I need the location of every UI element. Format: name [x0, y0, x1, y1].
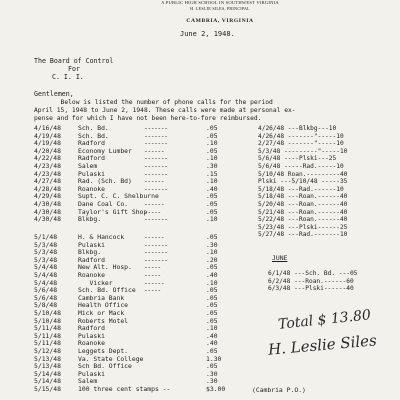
side-call-line: 5/3/48 ---------"-----10	[258, 147, 348, 155]
signature: H. Leslie Siles	[267, 331, 378, 359]
side-call-line: 5/6/48 ----Plski---25	[258, 155, 337, 163]
call-row	[34, 148, 234, 156]
call-party: Mick or Mack	[78, 308, 125, 317]
call-party: Radford	[78, 139, 105, 148]
call-date: 5/3/48	[34, 240, 58, 249]
side-call-line: 4/26/48 -------"-----10	[258, 132, 344, 140]
side-call-line: 5/10/48 Roan.---------40	[258, 170, 348, 178]
call-date: 4/29/48	[34, 192, 61, 201]
call-party: Pulaski	[78, 240, 105, 249]
call-date: 5/4/48	[34, 278, 58, 287]
call-row	[34, 140, 234, 148]
call-date: 5/15/48	[34, 384, 61, 393]
call-date: 4/16/48	[34, 124, 61, 132]
call-row	[34, 371, 234, 379]
call-date: 5/14/48	[34, 369, 61, 378]
call-amount: .05	[206, 192, 218, 201]
recipient-line-1: The Board of Control	[34, 57, 114, 65]
call-party: Roanoke	[78, 270, 105, 279]
body-line-1: Below is listed the number of phone calls for the period	[34, 99, 273, 106]
call-party: New Alt. Hosp.	[78, 263, 132, 272]
call-amount: .20	[206, 255, 218, 264]
side-call-line: 5/22/48 ---Roan.------40	[258, 216, 348, 224]
call-date: 5/13/48	[34, 354, 61, 363]
call-amount: .05	[206, 131, 218, 140]
call-amount: .40	[206, 339, 218, 348]
call-leader-dashes: -----	[144, 207, 161, 216]
call-amount: .05	[206, 207, 218, 216]
side-call-line: 5/27/48 ---Rad.-------10	[258, 231, 348, 239]
call-leader-dashes: ------	[144, 146, 165, 155]
call-date: 5/11/48	[34, 324, 61, 333]
side-call-line: 6/1/48 ---Sch. Bd. ---05	[268, 270, 358, 277]
call-row	[34, 386, 234, 394]
call-party: Blkbg.	[78, 215, 102, 224]
call-party: Radford	[78, 154, 105, 163]
call-date: 5/10/48	[34, 316, 61, 325]
call-amount: .40	[206, 331, 218, 340]
call-row	[34, 155, 234, 163]
call-party: Pulaski	[78, 369, 105, 378]
call-party: Sch. Bd.	[78, 131, 109, 140]
call-amount: .10	[206, 139, 218, 148]
call-amount: .30	[206, 377, 218, 386]
side-call-line: 5/21/48 ---Roan.------40	[258, 208, 348, 216]
call-row	[34, 193, 234, 201]
call-row	[34, 264, 234, 272]
call-leader-dashes: -------	[144, 131, 168, 140]
call-amount: 1.30	[206, 354, 222, 363]
calls-list-april	[34, 125, 234, 224]
call-party: Pulaski	[78, 169, 105, 178]
call-date: 5/11/48	[34, 331, 61, 340]
call-row	[34, 125, 234, 133]
call-row	[34, 325, 234, 333]
call-party: Pulaski	[78, 331, 105, 340]
call-amount: .10	[206, 177, 218, 186]
call-party: Cambria Bank	[78, 293, 125, 302]
call-amount: .05	[206, 124, 218, 132]
call-row	[34, 287, 234, 295]
call-amount: .05	[206, 316, 218, 325]
side-call-line: 5/18/48 ---Rad.------10	[258, 185, 344, 193]
call-amount: .30	[206, 369, 218, 378]
call-amount: .05	[206, 301, 218, 310]
call-party: Roanoke	[78, 184, 105, 193]
call-date: 5/4/48	[34, 263, 58, 272]
call-party: Economy Lumber	[78, 146, 132, 155]
call-date: 5/6/48	[34, 293, 58, 302]
call-party: Salem	[78, 377, 98, 386]
call-row	[34, 310, 234, 318]
call-date: 5/1/48	[34, 233, 58, 241]
salutation: Gentlemen,	[34, 90, 74, 98]
call-date: 4/23/48	[34, 161, 61, 170]
call-party: Blkbg.	[78, 248, 102, 257]
side-call-line: Plski ---5/10/48 -----35	[258, 178, 348, 186]
call-date: 5/3/48	[34, 255, 58, 264]
call-row	[34, 171, 234, 179]
call-party: Taylor's Gift Shop	[78, 207, 148, 216]
call-party: Dane Coal Co.	[78, 199, 129, 208]
call-leader-dashes: -------	[144, 139, 168, 148]
letterhead-city: CAMBRIA, VIRGINIA	[186, 18, 254, 24]
june-calls-list	[268, 270, 398, 293]
side-call-line: 6/2/48 ---Roan.------60	[268, 277, 354, 285]
call-leader-dashes: -------	[144, 124, 168, 132]
call-row	[34, 163, 234, 171]
call-row	[34, 340, 234, 348]
call-date: 4/23/48	[34, 169, 61, 178]
call-date: 4/22/48	[34, 154, 61, 163]
side-call-line: 5/20/48 ---Roan.------40	[258, 200, 348, 208]
call-party: Radford	[78, 324, 105, 333]
call-date: 4/19/48	[34, 139, 61, 148]
call-date: 5/3/48	[34, 248, 58, 257]
call-party: Va. State College	[78, 354, 144, 363]
call-amount: .10	[206, 324, 218, 333]
call-party: Leggets Dept.	[78, 346, 129, 355]
call-amount: .10	[206, 154, 218, 163]
call-party: Salem	[78, 161, 98, 170]
call-date: 5/11/48	[34, 339, 61, 348]
call-row	[34, 133, 234, 141]
call-amount: .10	[206, 278, 218, 287]
call-party: 100 three cent stamps --	[78, 384, 171, 393]
call-row	[34, 249, 234, 257]
call-date: 4/28/48	[34, 184, 61, 193]
call-party: Supt. C. C. Shelburne	[78, 192, 159, 201]
call-row	[34, 234, 234, 242]
call-date: 5/6/48	[34, 286, 58, 295]
call-amount: .05	[206, 286, 218, 295]
calls-list-may	[34, 234, 234, 393]
call-leader-dashes: ------	[144, 278, 165, 287]
call-date: 5/4/48	[34, 270, 58, 279]
call-row	[34, 257, 234, 265]
call-leader-dashes: -------	[144, 169, 168, 178]
extra-calls-list	[258, 125, 398, 239]
call-amount: .05	[206, 346, 218, 355]
call-amount: .15	[206, 169, 218, 178]
call-party: Roanoke	[78, 339, 105, 348]
call-party: Sch. Bd. Office	[78, 286, 136, 295]
call-date: 5/10/48	[34, 308, 61, 317]
call-row	[34, 216, 234, 224]
call-amount: .05	[206, 293, 218, 302]
call-row	[34, 178, 234, 186]
side-call-line: 4/26/48 ---Blkbg---10	[258, 125, 337, 132]
call-row	[34, 302, 234, 310]
call-date: 5/12/48	[34, 346, 61, 355]
june-heading: JUNE	[272, 254, 288, 262]
call-leader-dashes: -------	[144, 248, 168, 257]
call-row	[34, 209, 234, 217]
call-row	[34, 295, 234, 303]
call-amount: .40	[206, 184, 218, 193]
letterhead-school-line: A PUBLIC HIGH SCHOOL IN SOUTHWEST VIRGINIA	[161, 0, 279, 5]
call-row	[34, 356, 234, 364]
handwritten-total: Total $ 13.80	[277, 307, 372, 333]
call-party: Sch Bd. Office	[78, 362, 132, 371]
call-date: 4/27/48	[34, 177, 61, 186]
call-amount: .05	[206, 199, 218, 208]
call-amount: .05	[206, 362, 218, 371]
stamps-note: (Cambria P.O.)	[252, 386, 306, 394]
call-date: 5/14/48	[34, 377, 61, 386]
call-amount: .05	[206, 308, 218, 317]
side-call-line: 5/23/48 ---Plski------25	[258, 223, 348, 231]
call-leader-dashes: ------	[144, 233, 165, 241]
call-party: H. & Hancock	[78, 233, 125, 241]
call-amount: .10	[206, 215, 218, 224]
letterhead-principal-line: H. LESLIE SILES, PRINCIPAL	[190, 6, 250, 11]
call-date: 4/30/48	[34, 215, 61, 224]
call-row	[34, 363, 234, 371]
call-date: 4/19/48	[34, 131, 61, 140]
call-amount: .05	[206, 263, 218, 272]
call-row	[34, 272, 234, 280]
call-party: Sch. Bd.	[78, 124, 109, 132]
call-leader-dashes: -----	[144, 270, 161, 279]
call-row	[34, 318, 234, 326]
call-party: Radford	[78, 255, 105, 264]
call-leader-dashes: -----	[144, 286, 161, 295]
call-leader-dashes: -------	[144, 154, 168, 163]
call-party: Vicker	[78, 278, 113, 287]
call-leader-dashes: -------	[144, 161, 168, 170]
call-leader-dashes: -------	[144, 240, 168, 249]
call-amount: .05	[206, 146, 218, 155]
call-date: 4/20/48	[34, 146, 61, 155]
recipient-line-3: C. I. I.	[52, 73, 84, 81]
letter-date: June 2, 1948.	[180, 30, 235, 38]
call-amount: .40	[206, 270, 218, 279]
call-amount: .30	[206, 240, 218, 249]
call-party: Roberts Motel	[78, 316, 129, 325]
call-row	[34, 333, 234, 341]
call-amount: .10	[206, 248, 218, 257]
recipient-line-2: For	[68, 65, 80, 73]
side-call-line: 5/18/48 ---Roan.------40	[258, 193, 348, 201]
side-call-line: 5/6/48 -----Rad.-----10	[258, 162, 344, 170]
side-call-line: 2/27/48 -------"-----10	[258, 140, 344, 148]
call-amount: $3.00	[206, 384, 226, 393]
call-leader-dashes: -------	[144, 255, 168, 264]
body-line-3: pense and for which I have not been here-to-fore reimbursed.	[34, 115, 262, 122]
body-line-2: April 15, 1948 to June 2, 1948. These calls were made at personal ex-	[34, 107, 296, 114]
call-leader-dashes: -----	[144, 263, 161, 272]
call-leader-dashes: ------	[144, 199, 165, 208]
call-leader-dashes: -------	[144, 215, 168, 224]
call-date: 5/8/48	[34, 301, 58, 310]
call-date: 4/30/48	[34, 207, 61, 216]
call-date: 4/30/48	[34, 199, 61, 208]
call-row	[34, 242, 234, 250]
side-call-line: 6/3/48 ---Plski------40	[268, 285, 354, 293]
call-party: Rad. (Sch. Bd)	[78, 177, 132, 186]
call-party: Health Office	[78, 301, 129, 310]
call-amount: .30	[206, 161, 218, 170]
call-leader-dashes: ------	[144, 177, 165, 186]
call-amount: .05	[206, 233, 218, 241]
letterhead	[120, 0, 320, 24]
call-leader-dashes: -------	[144, 184, 168, 193]
call-date: 5/13/48	[34, 362, 61, 371]
